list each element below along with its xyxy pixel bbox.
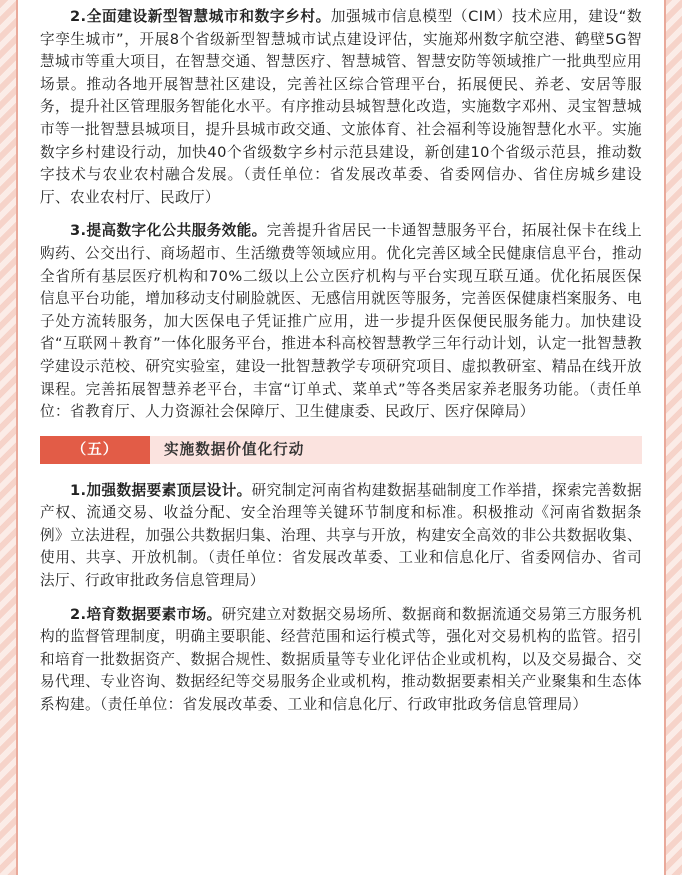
paragraph-lead: 2.培育数据要素市场。 <box>70 605 222 623</box>
paragraph-data-market <box>40 604 642 717</box>
paragraph-text: 研究制定河南省构建数据基础制度工作举措，探索完善数据产权、流通交易、收益分配、安全治理等关键环节制度和标准。积极推动《河南省数据条例》立法进程，加强公共数据归集、治理、共享与开放，构建安全高效的非公共数据收集、使用、共享、开放机制。（责任单位：省发展改革委、工业和信息化厅、省委网信办、省司法厅、行政审批政务信息管理局） <box>40 481 642 590</box>
paragraph-data-top-design <box>40 480 642 593</box>
section-header <box>40 436 642 464</box>
right-decorative-border <box>664 0 682 875</box>
paragraph-lead: 3.提高数字化公共服务效能。 <box>70 222 267 240</box>
paragraph-smart-city <box>40 6 642 209</box>
section-number: （五） <box>40 436 150 464</box>
article-body <box>40 0 642 717</box>
left-decorative-border <box>0 0 18 875</box>
paragraph-text: 研究建立对数据交易场所、数据商和数据流通交易第三方服务机构的监督管理制度，明确主要职能、经营范围和运行模式等，强化对交易机构的监管。招引和培育一批数据资产、数据合规性、数据质量等专业化评估企业或机构，以及交易撮合、交易代理、专业咨询、数据经纪等交易服务企业或机构，推动数据要素相关产业聚集和生态体系构建。（责任单位：省发展改革委、工业和信息化厅、行政审批政务信息管理局） <box>40 605 642 714</box>
section-title: 实施数据价值化行动 <box>164 440 305 458</box>
paragraph-lead: 2.全面建设新型智慧城市和数字乡村。 <box>70 8 331 25</box>
paragraph-lead: 1.加强数据要素顶层设计。 <box>70 481 252 499</box>
paragraph-text: 加强城市信息模型（CIM）技术应用，建设“数字孪生城市”，开展8个省级新型智慧城市试点建设评估，实施郑州数字航空港、鹤壁5G智慧城市等重大项目，在智慧交通、智慧医疗、智慧城管、智慧安防等领域推广一批典型应用场景。推动各地开展智慧社区建设，完善社区综合管理平台，拓展便民、养老、安居等服务，提升社区管理服务智能化水平。有序推动县城智慧化改造，实施数字邓州、灵宝智慧城市等一批智慧县城项目，提升县城市政交通、文旅体育、社会福利等设施智慧化水平。实施数字乡村建设行动，加快40个省级数字乡村示范县建设，新创建10个省级示范县，推动数字技术与农业农村融合发展。（责任单位：省发展改革委、省委网信办、省住房城乡建设厅、农业农村厅、民政厅） <box>40 8 642 206</box>
paragraph-public-service <box>40 220 642 423</box>
paragraph-text: 完善提升省居民一卡通智慧服务平台，拓展社保卡在线上购药、公交出行、商场超市、生活缴费等领域应用。优化完善区域全民健康信息平台，推动全省所有基层医疗机构和70%二级以上公立医疗机构与平台实现互联互通。优化拓展医保信息平台功能，增加移动支付刷脸就医、无感信用就医等服务，完善医保健康档案服务、电子处方流转服务，加大医保电子凭证推广应用，进一步提升医保便民服务能力。加快建设省“互联网＋教育”一体化服务平台，推进本科高校智慧教学三年行动计划，认定一批智慧教学建设示范校、研究实验室，建设一批智慧教学专项研究项目、虚拟教研室、精品在线开放课程。完善拓展智慧养老平台，丰富“订单式、菜单式”等各类居家养老服务功能。（责任单位：省教育厅、人力资源社会保障厅、卫生健康委、民政厅、医疗保障局） <box>40 222 642 421</box>
